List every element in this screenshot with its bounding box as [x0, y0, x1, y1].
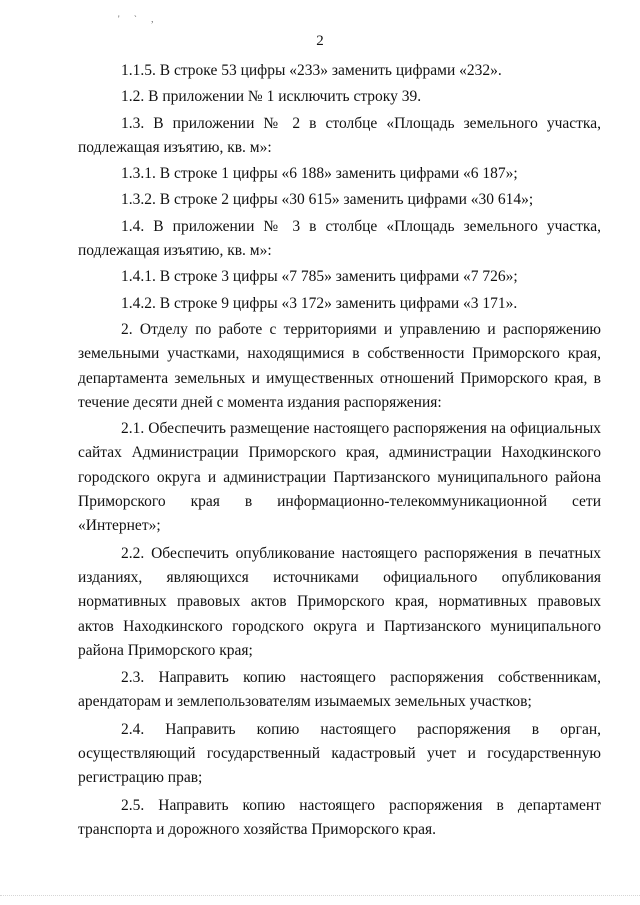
paragraph-2-1: 2.1. Обеспечить размещение настоящего распоряжения на официальных сайтах Администрации Приморского края, администрации Находкинского городского округа и администрации Партизанского муниципального района Приморского края в информационно-телекоммуникационной сети «Интернет»; — [78, 420, 601, 535]
paragraph-2-4: 2.4. Направить копию настоящего распоряжения в орган, осуществляющий государственный кадастровый учет и государственную регистрацию прав; — [78, 720, 601, 787]
paragraph-2: 2. Отделу по работе с территориями и управлению и распоряжению земельными участками, находящимися в собственности Приморского края, департамента земельных и имущественных отношений Приморского края, в течение десяти дней с момента издания распоряжения: — [78, 320, 601, 411]
paragraph-1-4-1: 1.4.1. В строке 3 цифры «7 785» заменить цифрами «7 726»; — [121, 268, 518, 286]
paragraph-1-3: 1.3. В приложении № 2 в столбце «Площадь земельного участка, подлежащая изъятию, кв. м»: — [78, 114, 601, 156]
scan-edge-line — [0, 895, 640, 902]
paragraph-1-2: 1.2. В приложении № 1 исключить строку 39. — [121, 88, 422, 106]
document-body — [78, 59, 601, 842]
paragraph-1-4-2: 1.4.2. В строке 9 цифры «3 172» заменить цифрами «3 171». — [121, 294, 518, 312]
scan-marks: ' ` , — [118, 14, 160, 24]
paragraph-1-3-1: 1.3.1. В строке 1 цифры «6 188» заменить цифрами «6 187»; — [121, 165, 518, 183]
paragraph-2-3: 2.3. Направить копию настоящего распоряжения собственникам, арендаторам и землепользователям изымаемых земельных участков; — [78, 669, 601, 711]
paragraph-1-3-2: 1.3.2. В строке 2 цифры «30 615» заменить цифрами «30 614»; — [121, 191, 534, 209]
page-number: 2 — [316, 33, 324, 49]
paragraph-1-4: 1.4. В приложении № 3 в столбце «Площадь земельного участка, подлежащая изъятию, кв. м»: — [78, 217, 601, 260]
paragraph-2-2: 2.2. Обеспечить опубликование настоящего распоряжения в печатных изданиях, являющихся источниками официального опубликования нормативных правовых актов Приморского края, нормативных правовых актов Находкинского городского округа и Партизанского муниципального района Приморского края; — [78, 544, 601, 659]
paragraph-1-1-5: 1.1.5. В строке 53 цифры «233» заменить цифрами «232». — [121, 62, 502, 79]
paragraph-2-5: 2.5. Направить копию настоящего распоряжения в департамент транспорта и дорожного хозяйства Приморского края. — [78, 796, 601, 838]
